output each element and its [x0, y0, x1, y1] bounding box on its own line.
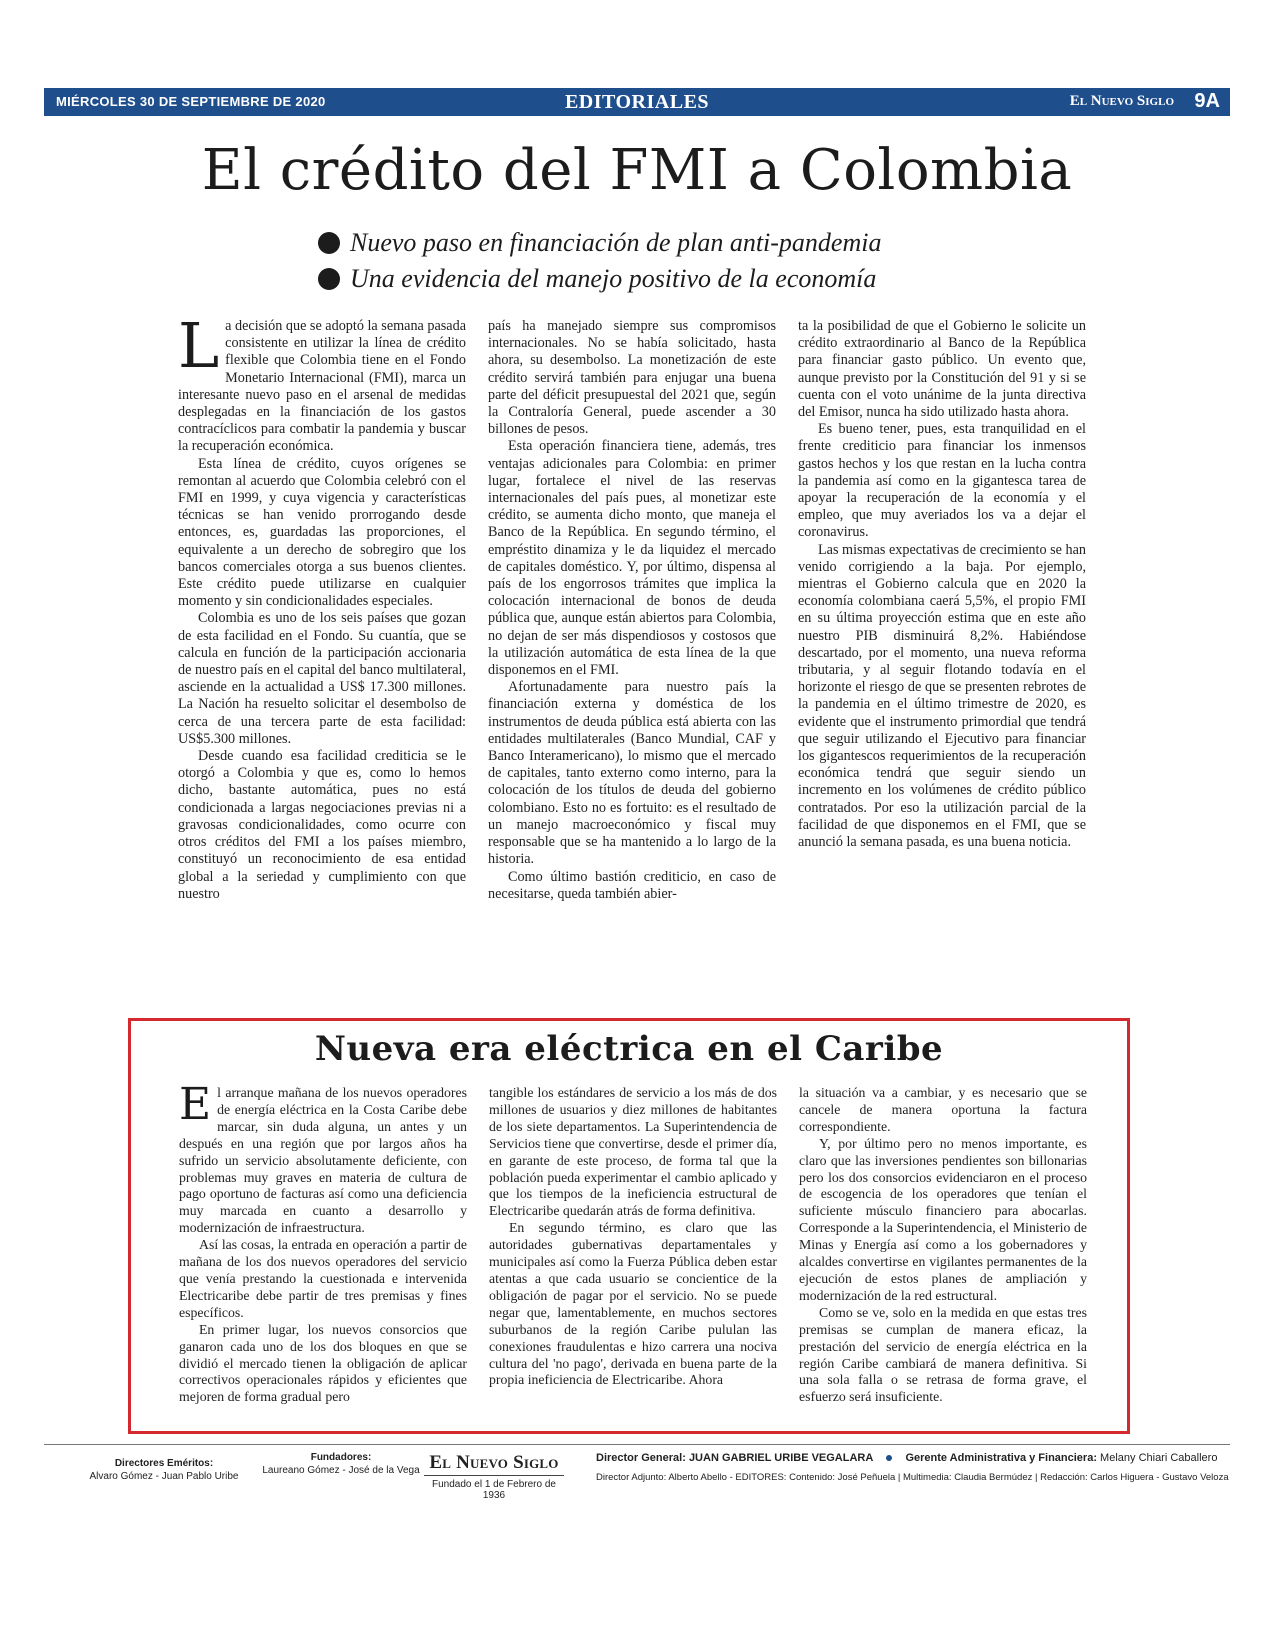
secondary-editorial-box — [128, 1018, 1130, 1434]
directores-names: Alvaro Gómez - Juan Pablo Uribe — [89, 1471, 239, 1482]
text-column-1 — [179, 1085, 467, 1425]
fundadores — [256, 1452, 426, 1476]
paragraph: Como se ve, solo en la medida en que estas tres premisas se cumplan de manera eficaz, la prestación del servicio de energía eléctrica en la región Caribe cambiará de manera definitiva. Si una sola falla o se retrasa de forma grave, el esfuerzo será insuficiente. — [799, 1304, 1087, 1405]
fundadores-title: Fundadores: — [310, 1452, 372, 1463]
paragraph: la situación va a cambiar, y es necesario que se cancele de manera oportuna la factura correspondiente. — [799, 1085, 1087, 1134]
paragraph: En primer lugar, los nuevos consorcios que ganaron cada uno de los dos bloques en que se dividió el mercado tienen la obligación de aplicar correctivos operacionales rápidos y eficientes que mejoren de forma gradual pero — [179, 1321, 467, 1405]
text-column-3 — [798, 318, 1086, 1008]
subhead-2 — [318, 261, 1018, 297]
paragraph: Esta operación financiera tiene, además, tres ventajas adicionales para Colombia: en primer lugar, fortalece el nivel de las reservas internacionales del país pues, al monetizar este crédito, se aumenta dicho monto, que maneja el Banco de la República. En segundo término, el empréstito dinamiza y le da liquidez el mercado de capitales doméstico. Y, por último, dispensa al país de los engorrosos trámites que implica la colocación internacional de bonos de deuda pública que, aunque están abiertos para Colombia, no dejan de ser más dispendiosos y costosos que la utilización automática de esta línea de la que disponemos en el FMI. — [488, 438, 776, 679]
paragraph: Así las cosas, la entrada en operación a partir de mañana de los dos nuevos operadores del servicio que venía prestando la cuestionada e intervenida Electricaribe debe partir de tres premisas y fines específicos. — [179, 1237, 467, 1320]
secondary-headline: Nueva era eléctrica en el Caribe — [314, 1029, 944, 1069]
paragraph: Esta línea de crédito, cuyos orígenes se remontan al acuerdo que Colombia celebró con el FMI en 1999, y cuya vigencia y características técnicas se han venido prorrogando desde entonces, es, guardadas las proporciones, el equivalente a un derecho de sobregiro que los bancos comerciales otorga a sus buenos clientes. Este crédito puede utilizarse en cualquier momento y sin condicionalidades especiales. — [178, 455, 466, 610]
text-column-2 — [489, 1085, 777, 1425]
paragraph: Desde cuando esa facilidad crediticia se le otorgó a Colombia y que es, como lo hemos dicho, bastante automática, pues no está condicionada a largas negociaciones previas ni a gravosas condicionalidades, como ocurre con otros créditos del FMI a los países miembro, constituyó un reconocimiento de esa entidad global a la seriedad y cumplimiento con que nuestro — [178, 748, 466, 902]
section-title: EDITORIALES — [564, 91, 710, 113]
fundadores-names: Laureano Gómez - José de la Vega — [262, 1465, 420, 1476]
page-header-bar — [44, 88, 1230, 116]
text-column-1 — [178, 318, 466, 1008]
secondary-body — [179, 1085, 1087, 1425]
directores-emeritos — [74, 1458, 254, 1482]
bullet-icon — [318, 268, 340, 290]
gerente-name: Melany Chiari Caballero — [1100, 1452, 1218, 1464]
editorial-subheads — [318, 225, 1018, 297]
footer-divider — [44, 1444, 1230, 1445]
issue-date: MIÉRCOLES 30 DE SEPTIEMBRE DE 2020 — [56, 94, 326, 109]
drop-cap: L — [178, 318, 220, 382]
paragraph: Afortunadamente para nuestro país la financiación externa y doméstica de los instrumentos de deuda pública está abierta con las entidades multilaterales (Banco Mundial, CAF y Banco Interamericano), lo mismo que el mercado de capitales, tanto externo como interno, para la colocación de los títulos de deuda del gobierno colombiano. Esto no es fortuito: es el resultado de un manejo macroeconómico y fiscal muy responsable que se ha mantenido a lo largo de la historia. — [488, 679, 776, 868]
founded-date: Fundado el 1 de Febrero de 1936 — [432, 1479, 556, 1501]
paragraph: En segundo término, es claro que las autoridades gubernativas departamentales y municipales así como la Fuerza Pública deben estar atentas a que cada usuario se concientice de la obligación de pagar por el servicio. No se puede negar que, lamentablemente, en muchos sectores suburbanos de la región Caribe pululan las conexiones fraudulentas e hizo carrera una nociva cultura del 'no pago', derivada en buena parte de la propia ineficiencia de Electricaribe. Ahora — [489, 1220, 777, 1388]
staff-credits — [596, 1452, 1230, 1483]
footer-logo-block — [424, 1452, 564, 1501]
paragraph: Es bueno tener, pues, esta tranquilidad en el frente crediticio para financiar los inmensos gastos hechos y los que restan en la lucha contra la pandemia así como en la gigantesca tarea de apoyar la recuperación de la economía y el empleo, que muy averiados los va a dejar el coronavirus. — [798, 421, 1086, 541]
paragraph: ta la posibilidad de que el Gobierno le solicite un crédito extraordinario al Banco de la República para financiar gasto público. Un evento que, aunque previsto por la Constitución del 91 y si se cuenta con el voto unánime de la junta directiva del Emisor, nunca ha sido utilizado hasta ahora. — [798, 318, 1086, 421]
paragraph: Colombia es uno de los seis países que gozan de esta facilidad en el Fondo. Su cuantía, que se calcula en función de la participación accionaria de nuestro país en el capital del banco multilateral, asciende en la actualidad a US$ 17.300 millones. La Nación ha resuelto solicitar el desembolso de cerca de una tercera parte de esta facilidad: US$5.300 millones. — [178, 610, 466, 747]
paragraph: Y, por último pero no menos importante, es claro que las inversiones pendientes son billonarias pero los dos consorcios evidenciaron en el proceso de escogencia de los operadores que tenían el suficiente músculo financiero para abocarlas. Corresponde a la Superintendencia, el Ministerio de Minas y Energía así como a los gobernadores y alcaldes convertirse en vigilantes permanentes de la ejecución de estos planes de ampliación y modernización de la red estructural. — [799, 1135, 1087, 1303]
director-general-name: JUAN GABRIEL URIBE VEGALARA — [688, 1452, 874, 1464]
paragraph: país ha manejado siempre sus compromisos internacionales. No se había solicitado, hasta ahora, su desembolso. La monetización de este crédito servirá también para enjugar una buena parte del déficit presupuestal del 2021 que, según la Contraloría General, puede ascender a 30 billones de pesos. — [488, 318, 776, 438]
drop-cap: E — [179, 1085, 212, 1130]
paragraph: La decisión que se adoptó la semana pasada consistente en utilizar la línea de crédito flexible que Colombia tiene en el Fondo Monetario Internacional (FMI), marca un interesante nuevo paso en el arsenal de medidas desplegadas en la financiación de los gastos contracíclicos para combatir la pandemia y buscar la recuperación económica. — [178, 318, 466, 455]
masthead-brand: El Nuevo Siglo — [1069, 93, 1174, 109]
page-number: 9A — [1194, 90, 1220, 112]
text-column-2 — [488, 318, 776, 1008]
editorial-headline: El crédito del FMI a Colombia — [201, 138, 1073, 203]
director-general-label: Director General: — [596, 1452, 686, 1464]
bullet-icon — [318, 232, 340, 254]
gerente-label: Gerente Administrativa y Financiera: — [905, 1452, 1097, 1464]
paragraph: tangible los estándares de servicio a los más de dos millones de usuarios y diez millones de habitantes de los siete departamentos. La Superintendencia de Servicios tiene que convertirse, desde el primer día, en garante de este proceso, de forma tal que la población pueda experimentar el cambio aplicado y que los tiempos de la ineficiencia estructural de Electricaribe quedarán atrás de forma definitiva. — [489, 1085, 777, 1219]
separator-dot-icon — [886, 1455, 892, 1461]
staff-line: Director Adjunto: Alberto Abello - EDITORES: Contenido: José Peñuela | Multimedia: Claudia Bermúdez | Redacción: Carlos Higuera - Gustavo Veloza — [596, 1472, 1229, 1483]
text-column-3 — [799, 1085, 1087, 1425]
newspaper-logo: El Nuevo Siglo — [424, 1452, 564, 1476]
subhead-text: Nuevo paso en financiación de plan anti-pandemia — [350, 228, 882, 257]
editorial-body — [178, 318, 1086, 1008]
subhead-text: Una evidencia del manejo positivo de la economía — [350, 264, 877, 293]
footer-credits — [44, 1452, 1230, 1512]
subhead-1 — [318, 225, 1018, 261]
directores-title: Directores Eméritos: — [114, 1458, 214, 1469]
paragraph: Como último bastión crediticio, en caso de necesitarse, queda también abier- — [488, 868, 776, 902]
paragraph: Las mismas expectativas de crecimiento se han venido corrigiendo a la baja. Por ejemplo, mientras el Gobierno calcula que en 2020 la economía colombiana caerá 5,5%, el propio FMI en su última proyección estima que en este año nuestro PIB disminuirá 8,2%. Habiéndose descartado, por el momento, una nueva reforma tributaria, y al seguir flotando todavía en el horizonte el riesgo de que se presenten rebrotes de la pandemia en el último trimestre de 2020, es evidente que el instrumento primordial que tendrá que seguir utilizando el Ejecutivo para financiar los gigantescos requerimientos de la recuperación económica tendrá que seguir siendo un incremento en los volúmenes de crédito público contratados. Por eso la utilización parcial de la facilidad de que disponemos en el FMI, que se anunció la semana pasada, es una buena noticia. — [798, 541, 1086, 851]
director-line — [596, 1452, 1230, 1464]
paragraph: El arranque mañana de los nuevos operadores de energía eléctrica en la Costa Caribe debe marcar, sin duda alguna, un antes y un después en una región que por largos años ha sufrido un servicio absolutamente deficiente, con problemas muy graves en materia de cultura de pago oportuno de facturas así como una deficiencia muy marcada en cuanto a desarrollo y modernización de infraestructura. — [179, 1085, 467, 1236]
